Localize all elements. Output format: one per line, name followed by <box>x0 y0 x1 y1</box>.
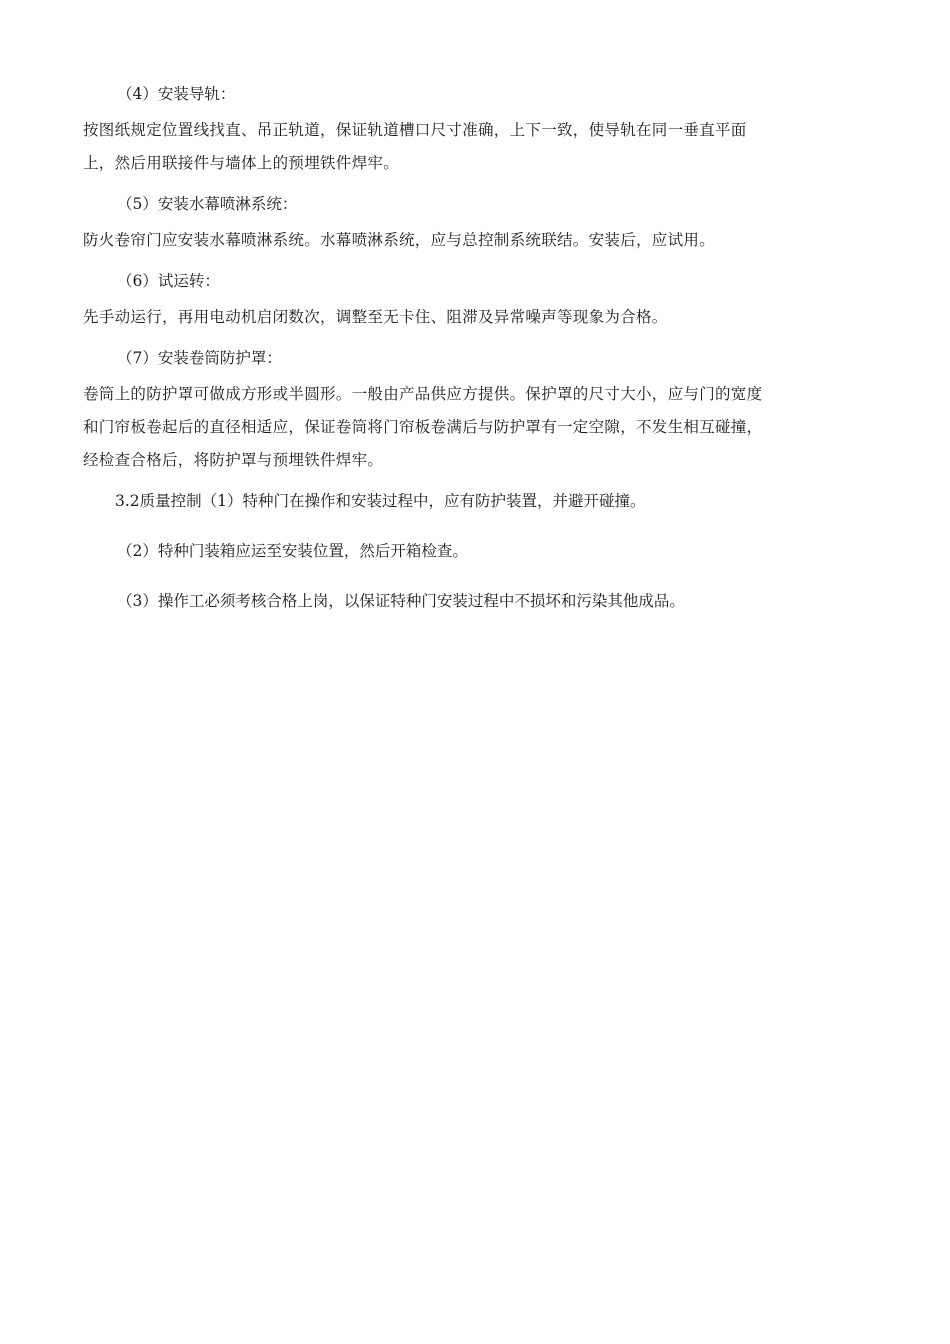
body-line: 先手动运行，再用电动机启闭数次，调整至无卡住、阻滞及异常噪声等现象为合格。 <box>83 308 668 326</box>
body-line: 卷筒上的防护罩可做成方形或半圆形。一般由产品供应方提供。保护罩的尺寸大小，应与门的宽度 <box>83 385 763 403</box>
section-heading-7: （7）安装卷筒防护罩： <box>117 349 282 367</box>
document-body <box>83 80 873 639</box>
section-body-7 <box>83 378 873 477</box>
section-body-5 <box>83 224 873 257</box>
body-line: 经检查合格后，将防护罩与预埋铁件焊牢。 <box>83 451 384 469</box>
quality-control-item-2: （2）特种门装箱应运至安装位置，然后开箱检查。 <box>117 542 468 560</box>
section-heading-4: （4）安装导轨： <box>117 85 236 103</box>
quality-control-item-3: （3）操作工必须考核合格上岗，以保证特种门安装过程中不损坏和污染其他成品。 <box>117 592 685 610</box>
section-heading-5: （5）安装水幕喷淋系统： <box>117 195 298 213</box>
body-line: 按图纸规定位置线找直、吊正轨道，保证轨道槽口尺寸准确，上下一致，使导轨在同一垂直平面 <box>83 121 747 139</box>
quality-control-item-1: 3.2质量控制（1）特种门在操作和安装过程中，应有防护装置，并避开碰撞。 <box>115 492 646 510</box>
body-line: 防火卷帘门应安装水幕喷淋系统。水幕喷淋系统，应与总控制系统联结。安装后，应试用。 <box>83 231 716 249</box>
body-line: 和门帘板卷起后的直径相适应，保证卷筒将门帘板卷满后与防护罩有一定空隙，不发生相互碰撞， <box>83 418 763 436</box>
body-line: 上，然后用联接件与墙体上的预埋铁件焊牢。 <box>83 154 400 172</box>
section-body-6 <box>83 301 873 334</box>
section-heading-6: （6）试运转： <box>117 272 220 290</box>
section-body-4 <box>83 114 873 180</box>
